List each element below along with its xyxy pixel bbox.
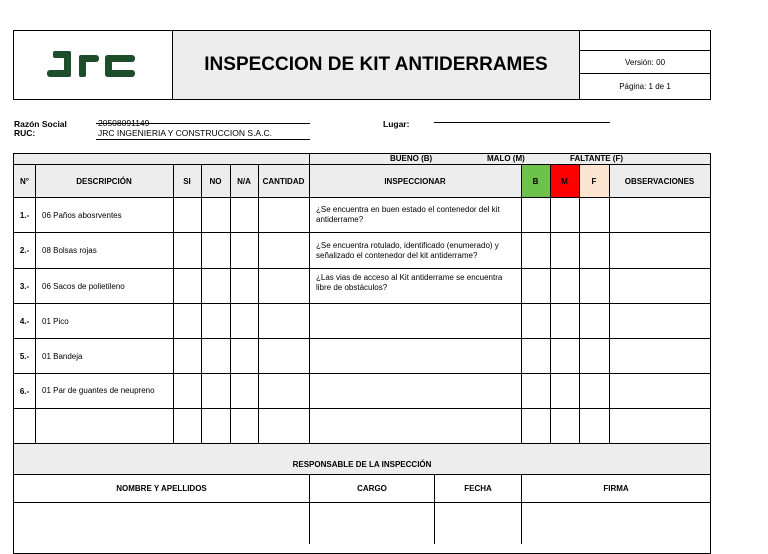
- razon-line: [96, 123, 310, 124]
- responsable-title: [13, 444, 711, 474]
- col-line: [609, 164, 610, 444]
- cargo-header: CARGO: [357, 484, 387, 493]
- page-label: Página: 1 de 1: [619, 82, 671, 91]
- version-label: Versión: 00: [624, 57, 666, 67]
- col-line: [258, 164, 259, 444]
- divider: [309, 153, 310, 164]
- header-cantidad: CANTIDAD: [262, 176, 305, 186]
- col-line: [230, 164, 231, 444]
- legend-malo: MALO (M): [487, 154, 525, 163]
- row-desc: 01 Bandeja: [42, 351, 83, 361]
- title-text: INSPECCION DE KIT ANTIDERRAMES: [204, 54, 548, 75]
- header-no: NO: [209, 176, 222, 186]
- row-desc: 06 Paños abosrventes: [42, 210, 122, 220]
- header-na: N/A: [237, 176, 251, 186]
- row-desc: 08 Bolsas rojas: [42, 246, 97, 255]
- header-inspeccionar: INSPECCIONAR: [384, 176, 446, 186]
- col-line: [173, 164, 174, 444]
- row-desc: 01 Par de guantes de neupreno: [42, 386, 155, 395]
- ruc-value: 20508091149: [98, 118, 150, 128]
- row-line: [13, 408, 711, 409]
- fecha-header: FECHA: [464, 484, 492, 493]
- razon-social-label: Razón Social: [14, 119, 67, 129]
- header-desc: DESCRIPCIÓN: [76, 176, 132, 186]
- row-desc: 06 Sacos de polietileno: [42, 281, 125, 291]
- row-num: 6.-: [19, 386, 30, 396]
- row-num: 2.-: [19, 246, 30, 255]
- logo-area: [14, 31, 172, 99]
- page-title: [173, 31, 579, 99]
- header-num: N°: [20, 176, 29, 186]
- row-num: 3.-: [19, 281, 30, 291]
- header-f: F: [591, 176, 597, 186]
- lugar-label: Lugar:: [383, 119, 410, 129]
- col-line: [550, 164, 551, 444]
- legend-faltante: FALTANTE (F): [570, 154, 624, 163]
- nombre-header: NOMBRE Y APELLIDOS: [116, 484, 207, 493]
- ruc-label: RUC:: [14, 128, 36, 138]
- legend-bueno: BUENO (B): [390, 154, 433, 163]
- header-b: B: [532, 176, 539, 186]
- responsable-title-text: RESPONSABLE DE LA INSPECCIÓN: [292, 459, 432, 469]
- jrc-logo: [43, 45, 143, 85]
- row-num: 5.-: [19, 351, 30, 361]
- col-line: [579, 164, 580, 444]
- row-line: [13, 502, 711, 503]
- company-name-value: JRC INGENIERIA Y CONSTRUCCION S.A.C.: [98, 128, 272, 138]
- firma-header: FIRMA: [603, 484, 629, 493]
- row-desc: 01 Pico: [42, 316, 69, 326]
- row-num: 1.-: [19, 210, 30, 220]
- row-num: 4.-: [19, 316, 30, 326]
- col-line: [201, 164, 202, 444]
- header-si: SI: [183, 176, 191, 186]
- col-line: [521, 164, 522, 444]
- header-m: M: [561, 176, 568, 186]
- row-inspect: ¿Se encuentra en buen estado el contenedor del kit antiderrame?: [316, 205, 500, 224]
- lugar-line: [434, 122, 610, 123]
- row-inspect: ¿Las vias de acceso al Kit antiderrame se encuentra libre de obstáculos?: [316, 273, 503, 292]
- header-observaciones: OBSERVACIONES: [624, 176, 695, 186]
- ruc-line: [96, 139, 310, 140]
- row-inspect: ¿Se encuentra rotulado, identificado (enumerado) y señalizado el contenedor del kit antiderrame?: [316, 240, 499, 260]
